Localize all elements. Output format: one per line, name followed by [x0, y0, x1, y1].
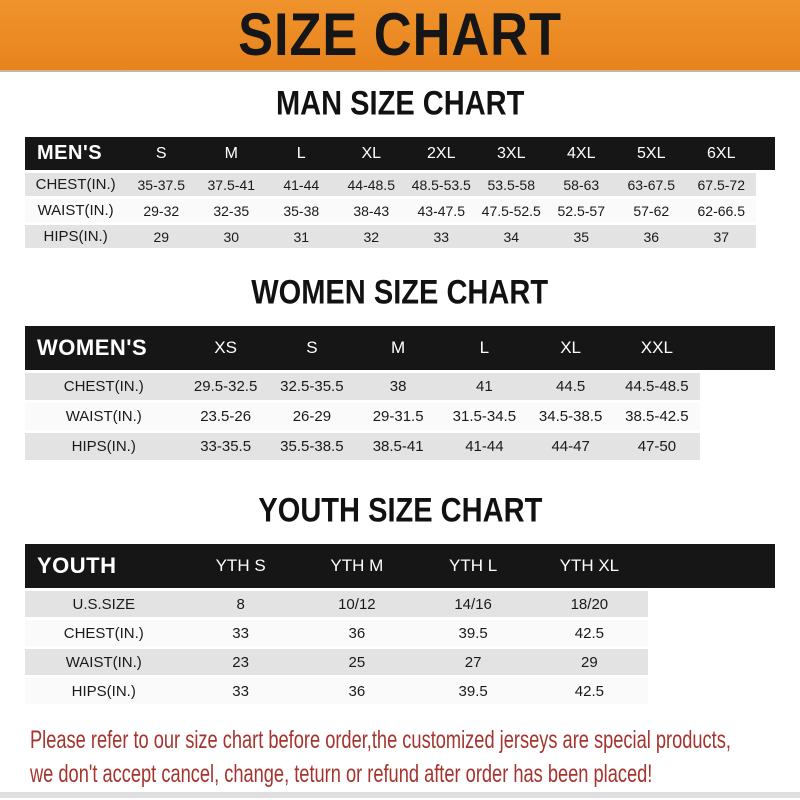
women-hips-in-xxl: 47-50: [614, 433, 700, 460]
men-row-filler: [756, 225, 775, 248]
youth-u-s-size-yth-m: 10/12: [299, 591, 415, 617]
youth-hips-in-yth-m: 36: [299, 678, 415, 704]
women-row-chest-in: [25, 373, 775, 400]
men-rowlabel-waist-in: WAIST(IN.): [25, 199, 126, 222]
women-waist-in-s: 26-29: [269, 403, 355, 430]
men-chest-in-s: 35-37.5: [126, 173, 196, 196]
men-col-5xl: 5XL: [616, 137, 686, 170]
men-waist-in-xl: 38-43: [336, 199, 406, 222]
men-waist-in-4xl: 52.5-57: [546, 199, 616, 222]
men-waist-in-2xl: 43-47.5: [406, 199, 476, 222]
women-chest-in-l: 41: [441, 373, 527, 400]
men-row-waist-in: [25, 199, 775, 222]
women-row-waist-in: [25, 403, 775, 430]
men-rowlabel-hips-in: HIPS(IN.): [25, 225, 126, 248]
women-chest-in-xxl: 44.5-48.5: [614, 373, 700, 400]
men-hips-in-4xl: 35: [546, 225, 616, 248]
men-col-l: L: [266, 137, 336, 170]
men-waist-in-l: 35-38: [266, 199, 336, 222]
men-hips-in-3xl: 34: [476, 225, 546, 248]
women-rowlabel-hips-in: HIPS(IN.): [25, 433, 183, 460]
women-row-filler: [700, 433, 775, 460]
women-hips-in-xl: 44-47: [528, 433, 614, 460]
men-hips-in-xl: 32: [336, 225, 406, 248]
men-hips-in-6xl: 37: [686, 225, 756, 248]
women-chest-in-s: 32.5-35.5: [269, 373, 355, 400]
youth-size-table: [25, 541, 775, 707]
youth-col-yth-xl: YTH XL: [531, 544, 647, 588]
men-hips-in-2xl: 33: [406, 225, 476, 248]
men-row-filler: [756, 199, 775, 222]
youth-section-title: YOUTH SIZE CHART: [258, 490, 542, 529]
youth-size-chart-section: [0, 491, 800, 707]
men-chest-in-l: 41-44: [266, 173, 336, 196]
women-hips-in-s: 35.5-38.5: [269, 433, 355, 460]
women-table-wrap: [0, 323, 800, 463]
footer-line-1: Please refer to our size chart before order,the customized jerseys are special products,: [30, 726, 731, 754]
youth-col-yth-m: YTH M: [299, 544, 415, 588]
women-col-xxl: XXL: [614, 326, 700, 370]
women-size-table: [25, 323, 775, 463]
men-section-title: MAN SIZE CHART: [275, 83, 525, 122]
men-group-label: MEN'S: [25, 137, 126, 170]
youth-header-filler: [648, 544, 776, 588]
men-header-filler: [756, 137, 775, 170]
men-chest-in-5xl: 63-67.5: [616, 173, 686, 196]
youth-rowlabel-u-s-size: U.S.SIZE: [25, 591, 183, 617]
youth-chest-in-yth-s: 33: [183, 620, 299, 646]
men-hips-in-l: 31: [266, 225, 336, 248]
youth-row-u-s-size: [25, 591, 775, 617]
youth-row-filler: [648, 649, 776, 675]
youth-row-hips-in: [25, 678, 775, 704]
women-chest-in-xl: 44.5: [528, 373, 614, 400]
youth-rowlabel-chest-in: CHEST(IN.): [25, 620, 183, 646]
youth-waist-in-yth-xl: 29: [531, 649, 647, 675]
women-waist-in-m: 29-31.5: [355, 403, 441, 430]
men-chest-in-m: 37.5-41: [196, 173, 266, 196]
women-col-s: S: [269, 326, 355, 370]
men-chest-in-4xl: 58-63: [546, 173, 616, 196]
men-chest-in-2xl: 48.5-53.5: [406, 173, 476, 196]
youth-row-filler: [648, 620, 776, 646]
youth-col-yth-s: YTH S: [183, 544, 299, 588]
women-col-xs: XS: [183, 326, 269, 370]
bottom-strip: [0, 792, 800, 798]
men-chest-in-3xl: 53.5-58: [476, 173, 546, 196]
men-col-3xl: 3XL: [476, 137, 546, 170]
men-header-row: [25, 137, 775, 170]
men-chest-in-6xl: 67.5-72: [686, 173, 756, 196]
women-waist-in-xs: 23.5-26: [183, 403, 269, 430]
women-waist-in-l: 31.5-34.5: [441, 403, 527, 430]
women-row-filler: [700, 373, 775, 400]
youth-rowlabel-waist-in: WAIST(IN.): [25, 649, 183, 675]
youth-waist-in-yth-m: 25: [299, 649, 415, 675]
women-col-xl: XL: [528, 326, 614, 370]
women-section-title: WOMEN SIZE CHART: [251, 272, 549, 311]
women-hips-in-l: 41-44: [441, 433, 527, 460]
men-col-s: S: [126, 137, 196, 170]
men-table-wrap: [0, 134, 800, 251]
youth-rowlabel-hips-in: HIPS(IN.): [25, 678, 183, 704]
men-chest-in-xl: 44-48.5: [336, 173, 406, 196]
youth-hips-in-yth-l: 39.5: [415, 678, 531, 704]
men-size-chart-section: [0, 84, 800, 251]
men-hips-in-s: 29: [126, 225, 196, 248]
men-row-chest-in: [25, 173, 775, 196]
youth-waist-in-yth-l: 27: [415, 649, 531, 675]
women-chest-in-xs: 29.5-32.5: [183, 373, 269, 400]
men-waist-in-m: 32-35: [196, 199, 266, 222]
youth-row-filler: [648, 591, 776, 617]
youth-table-wrap: [0, 541, 800, 707]
footer-line-2: we don't accept cancel, change, teturn or refund after order has been placed!: [30, 760, 653, 788]
youth-col-yth-l: YTH L: [415, 544, 531, 588]
women-rowlabel-chest-in: CHEST(IN.): [25, 373, 183, 400]
men-hips-in-5xl: 36: [616, 225, 686, 248]
women-header-filler: [700, 326, 775, 370]
men-col-2xl: 2XL: [406, 137, 476, 170]
men-col-6xl: 6XL: [686, 137, 756, 170]
men-waist-in-3xl: 47.5-52.5: [476, 199, 546, 222]
youth-hips-in-yth-s: 33: [183, 678, 299, 704]
men-waist-in-5xl: 57-62: [616, 199, 686, 222]
men-col-4xl: 4XL: [546, 137, 616, 170]
youth-row-waist-in: [25, 649, 775, 675]
youth-chest-in-yth-xl: 42.5: [531, 620, 647, 646]
youth-row-filler: [648, 678, 776, 704]
women-col-m: M: [355, 326, 441, 370]
women-hips-in-xs: 33-35.5: [183, 433, 269, 460]
youth-chest-in-yth-l: 39.5: [415, 620, 531, 646]
youth-u-s-size-yth-l: 14/16: [415, 591, 531, 617]
women-hips-in-m: 38.5-41: [355, 433, 441, 460]
women-chest-in-m: 38: [355, 373, 441, 400]
men-hips-in-m: 30: [196, 225, 266, 248]
women-group-label: WOMEN'S: [25, 326, 183, 370]
women-header-row: [25, 326, 775, 370]
men-waist-in-6xl: 62-66.5: [686, 199, 756, 222]
men-row-filler: [756, 173, 775, 196]
men-waist-in-s: 29-32: [126, 199, 196, 222]
women-waist-in-xxl: 38.5-42.5: [614, 403, 700, 430]
youth-group-label: YOUTH: [25, 544, 183, 588]
youth-hips-in-yth-xl: 42.5: [531, 678, 647, 704]
banner: [0, 0, 800, 72]
youth-chest-in-yth-m: 36: [299, 620, 415, 646]
youth-u-s-size-yth-xl: 18/20: [531, 591, 647, 617]
youth-waist-in-yth-s: 23: [183, 649, 299, 675]
men-col-xl: XL: [336, 137, 406, 170]
women-size-chart-section: [0, 273, 800, 463]
women-row-filler: [700, 403, 775, 430]
youth-header-row: [25, 544, 775, 588]
men-size-table: [25, 134, 775, 251]
footer-note: [0, 723, 800, 791]
women-waist-in-xl: 34.5-38.5: [528, 403, 614, 430]
women-col-l: L: [441, 326, 527, 370]
women-rowlabel-waist-in: WAIST(IN.): [25, 403, 183, 430]
page-title: SIZE CHART: [238, 1, 562, 69]
men-rowlabel-chest-in: CHEST(IN.): [25, 173, 126, 196]
men-col-m: M: [196, 137, 266, 170]
women-row-hips-in: [25, 433, 775, 460]
men-row-hips-in: [25, 225, 775, 248]
youth-u-s-size-yth-s: 8: [183, 591, 299, 617]
youth-row-chest-in: [25, 620, 775, 646]
